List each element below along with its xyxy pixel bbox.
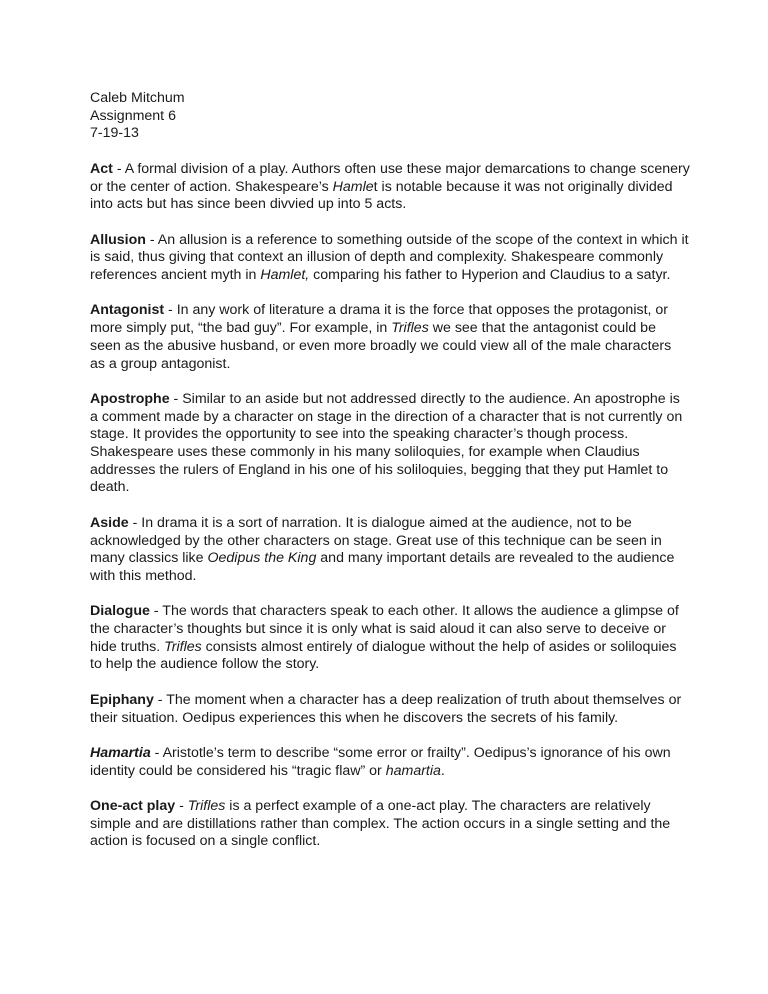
definition-text: comparing his father to Hyperion and Claudius to a satyr. [309, 267, 671, 283]
definition-text: consists almost entirely of dialogue without the help of asides or soliloquies to help the audience follow the story. [90, 638, 677, 673]
italic-title-text: Trifles [164, 638, 202, 655]
glossary-term: Hamartia [90, 744, 151, 761]
document-header [90, 90, 690, 143]
definition-text: is a perfect example of a one-act play. The characters are relatively simple and are distillations rather than complex. The action occurs in a single setting and the action is focused on a single conflict. [90, 797, 671, 850]
term-separator: - [145, 231, 158, 248]
document-page [90, 90, 690, 869]
glossary-entry [90, 745, 690, 780]
definition-text: and many important details are revealed to the audience with this method. [90, 550, 675, 584]
glossary-entry [90, 161, 690, 214]
definition-text: . [440, 762, 445, 779]
italic-title-text: Hamle [332, 178, 374, 195]
italic-title-text: Trifles [187, 797, 226, 814]
glossary-entry [90, 515, 690, 586]
italic-title-text: Trifles [391, 320, 429, 337]
glossary-term: Apostrophe [90, 390, 170, 407]
author-name: Caleb Mitchum [90, 90, 185, 106]
definition-text: The moment when a character has a deep realization of truth about themselves or their situation. Oedipus experiences this when he discovers the secrets of his family. [90, 691, 682, 726]
definition-text: In any work of literature a drama it is the force that opposes the protagonist, or more simply put, “the bad guy”. For example, in [90, 302, 669, 337]
italic-title-text: Oedipus the King [207, 550, 317, 567]
term-separator: - [175, 797, 188, 814]
definition-text: The words that characters speak to each other. It allows the audience a glimpse of the character’s thoughts but since it is only what is said aloud it can also serve to deceive or hide truths. [90, 603, 679, 655]
document-date: 7-19-13 [90, 125, 139, 142]
definition-text: A formal division of a play. Authors often use these major demarcations to change scenery or the center of action. Shakespeare’s [90, 160, 690, 195]
term-separator: - [112, 160, 125, 177]
glossary-term: Antagonist [90, 302, 165, 319]
term-separator: - [149, 603, 163, 620]
definition-text: t is notable because it was not originally divided into acts but has since been divvied up into 5 acts. [90, 178, 673, 213]
glossary-entry [90, 391, 690, 497]
definition-text: An allusion is a reference to something outside of the scope of the context in which it is said, thus giving that context an illusion of depth and complexity. Shakespeare commonly references ancient myth in [90, 231, 689, 283]
term-separator: - [169, 390, 183, 407]
glossary-term: Dialogue [90, 603, 150, 620]
italic-title-text: hamartia [385, 762, 441, 779]
glossary-entries [90, 161, 690, 851]
term-separator: - [153, 691, 167, 708]
definition-text: Aristotle’s term to describe “some error or frailty”. Oedipus’s ignorance of his own identity could be considered his “tragic flaw” or [90, 744, 671, 779]
term-separator: - [150, 744, 163, 761]
glossary-entry [90, 232, 690, 285]
definition-text: we see that the antagonist could be seen as the abusive husband, or even more broadly we could view all of the male characters as a group antagonist. [90, 320, 672, 372]
definition-text: Similar to an aside but not addressed directly to the audience. An apostrophe is a comment made by a character on stage in the direction of a character that is not currently on stage. It provides the opportunity to see into the speaking character’s though process. Shakespeare uses these commonly in his many soliloquies, for example when Claudius addresses the rulers of England in his one of his soliloquies, begging that they put Hamlet to death. [90, 390, 683, 496]
glossary-term: Aside [90, 514, 129, 531]
glossary-term: One-act play [90, 797, 176, 814]
glossary-term: Epiphany [90, 691, 154, 708]
italic-title-text: Hamlet, [260, 267, 310, 283]
definition-text: In drama it is a sort of narration. It is dialogue aimed at the audience, not to be acknowledged by the other characters on stage. Great use of this technique can be seen in many classics like [90, 514, 662, 567]
term-separator: - [128, 514, 142, 531]
glossary-entry [90, 302, 690, 373]
glossary-term: Allusion [90, 231, 146, 248]
glossary-entry [90, 692, 690, 727]
glossary-term: Act [90, 160, 113, 177]
assignment-label: Assignment 6 [90, 107, 176, 124]
glossary-entry [90, 798, 690, 851]
term-separator: - [164, 302, 177, 319]
glossary-entry [90, 603, 690, 674]
